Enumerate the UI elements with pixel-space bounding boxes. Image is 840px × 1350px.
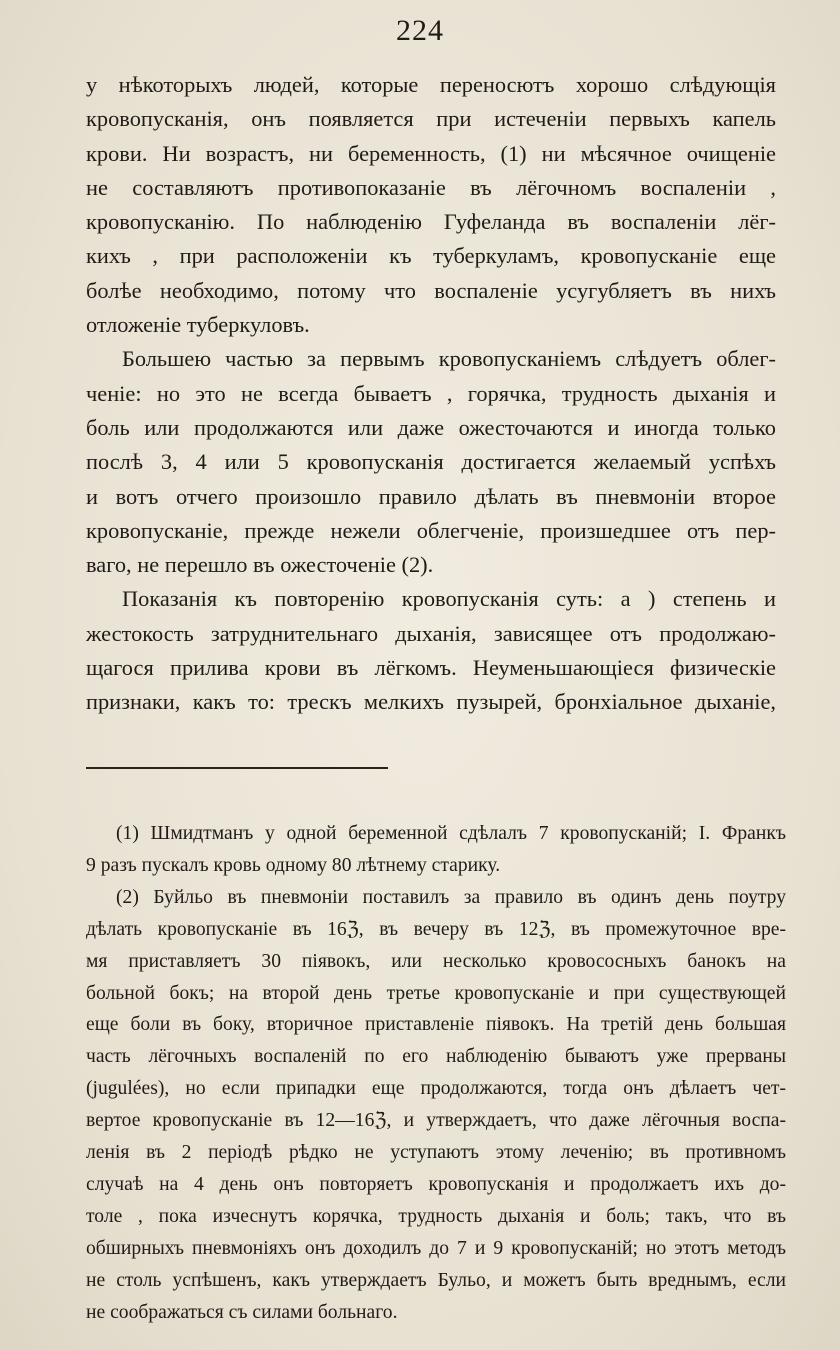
footnote-1 bbox=[86, 818, 786, 882]
text-line: и вотъ отчего произошло правило дѣлать въ пневмоніи второе bbox=[86, 483, 776, 509]
text-line: кихъ , при расположеніи къ туберкуламъ, кровопусканіе еще bbox=[86, 243, 776, 269]
main-text bbox=[86, 68, 776, 720]
text-line: послѣ 3, 4 или 5 кровопусканія достигается желаемый успѣхъ bbox=[86, 449, 776, 475]
text-line: у нѣкоторыхъ людей, которые переносютъ хорошо слѣдующія bbox=[86, 72, 776, 97]
footnote-line: не соображаться съ силами больнаго. bbox=[86, 1301, 398, 1323]
text-line: кровопусканіе, прежде нежели облегченіе, произшедшее отъ пер- bbox=[86, 517, 776, 543]
footnote-line: толе , пока изчеснутъ корячка, трудность дыханія и боль; такъ, что въ bbox=[86, 1205, 786, 1227]
text-line: кровопусканія, онъ появляется при истеченіи первыхъ капель bbox=[86, 106, 776, 132]
page-number: 224 bbox=[396, 14, 444, 47]
footnote-line: больной бокъ; на второй день третье кровопусканіе и при существующей bbox=[86, 982, 786, 1004]
paragraph-2 bbox=[86, 342, 776, 582]
text-line: отложеніе туберкуловъ. bbox=[86, 312, 310, 338]
footnote-line: еще боли въ боку, вторичное приставленіе піявокъ. На третій день большая bbox=[86, 1014, 786, 1036]
text-line: Большею частью за первымъ кровопусканіемъ слѣдуетъ облег- bbox=[122, 346, 776, 372]
text-line: боль или продолжаются или даже ожесточаются и иногда только bbox=[86, 414, 776, 440]
footnote-line: обширныхъ пневмоніяхъ онъ доходилъ до 7 и 9 кровопусканій; но этотъ методъ bbox=[86, 1237, 786, 1259]
footnote-line: (1) Шмидтманъ у одной беременной сдѣлалъ 7 кровопусканій; I. Франкъ bbox=[116, 823, 786, 844]
text-line: кровопусканію. По наблюденію Гуфеланда въ воспаленіи лёг- bbox=[86, 209, 776, 235]
footnote-line: вертое кровопусканіе въ 12—16ℨ, и утверждаетъ, что даже лёгочныя воспа- bbox=[86, 1110, 786, 1132]
paragraph-1 bbox=[86, 68, 776, 342]
footnote-line: (2) Буйльо въ пневмоніи поставилъ за правило въ одинъ день поутру bbox=[116, 886, 786, 908]
footnote-line: ленія въ 2 періодѣ рѣдко не уступаютъ этому леченію; въ противномъ bbox=[86, 1142, 786, 1164]
text-line: ченіе: но это не всегда бываетъ , горячка, трудность дыханія и bbox=[86, 380, 776, 406]
footnote-line: часть лёгочныхъ воспаленій по его наблюденію бываютъ уже прерваны bbox=[86, 1046, 786, 1068]
footnote-line: (jugulées), но если припадки еще продолжаются, тогда онъ дѣлаетъ чет- bbox=[86, 1078, 786, 1100]
text-line: болѣе необходимо, потому что воспаленіе усугубляетъ въ нихъ bbox=[86, 277, 776, 303]
footnote-line: 9 разъ пускалъ кровь одному 80 лѣтнему старику. bbox=[86, 854, 501, 876]
footnote-2 bbox=[86, 882, 786, 1329]
text-line: ваго, не перешло въ ожесточеніе (2). bbox=[86, 552, 434, 578]
text-line: жестокость затруднительнаго дыханія, зависящее отъ продолжаю- bbox=[86, 620, 776, 646]
footnote-line: случаѣ на 4 день онъ повторяетъ кровопусканія и продолжаетъ ихъ до- bbox=[86, 1173, 786, 1195]
text-line: крови. Ни возрастъ, ни беременность, (1) ни мѣсячное очищеніе bbox=[86, 140, 776, 166]
footnote-line: дѣлать кровопусканіе въ 16ℨ, въ вечеру въ 12ℨ, въ промежуточное вре- bbox=[86, 918, 786, 940]
text-line: Показанія къ повторенію кровопусканія суть: а ) степень и bbox=[122, 586, 776, 612]
text-line: щагося прилива крови въ лёгкомъ. Неуменьшающіеся физическіе bbox=[86, 655, 776, 681]
footnote-line: мя приставляетъ 30 піявокъ, или несколько кровососныхъ банокъ на bbox=[86, 950, 786, 972]
text-line: не составляютъ противопоказаніе въ лёгочномъ воспаленіи , bbox=[86, 174, 776, 200]
text-line: признаки, какъ то: трескъ мелкихъ пузырей, бронхіальное дыханіе, bbox=[86, 689, 776, 715]
footnote-separator bbox=[86, 767, 388, 769]
paragraph-3 bbox=[86, 582, 776, 719]
footnotes bbox=[86, 818, 786, 1329]
footnote-line: не столь успѣшенъ, какъ утверждаетъ Бульо, и можетъ быть вреднымъ, если bbox=[86, 1269, 786, 1291]
